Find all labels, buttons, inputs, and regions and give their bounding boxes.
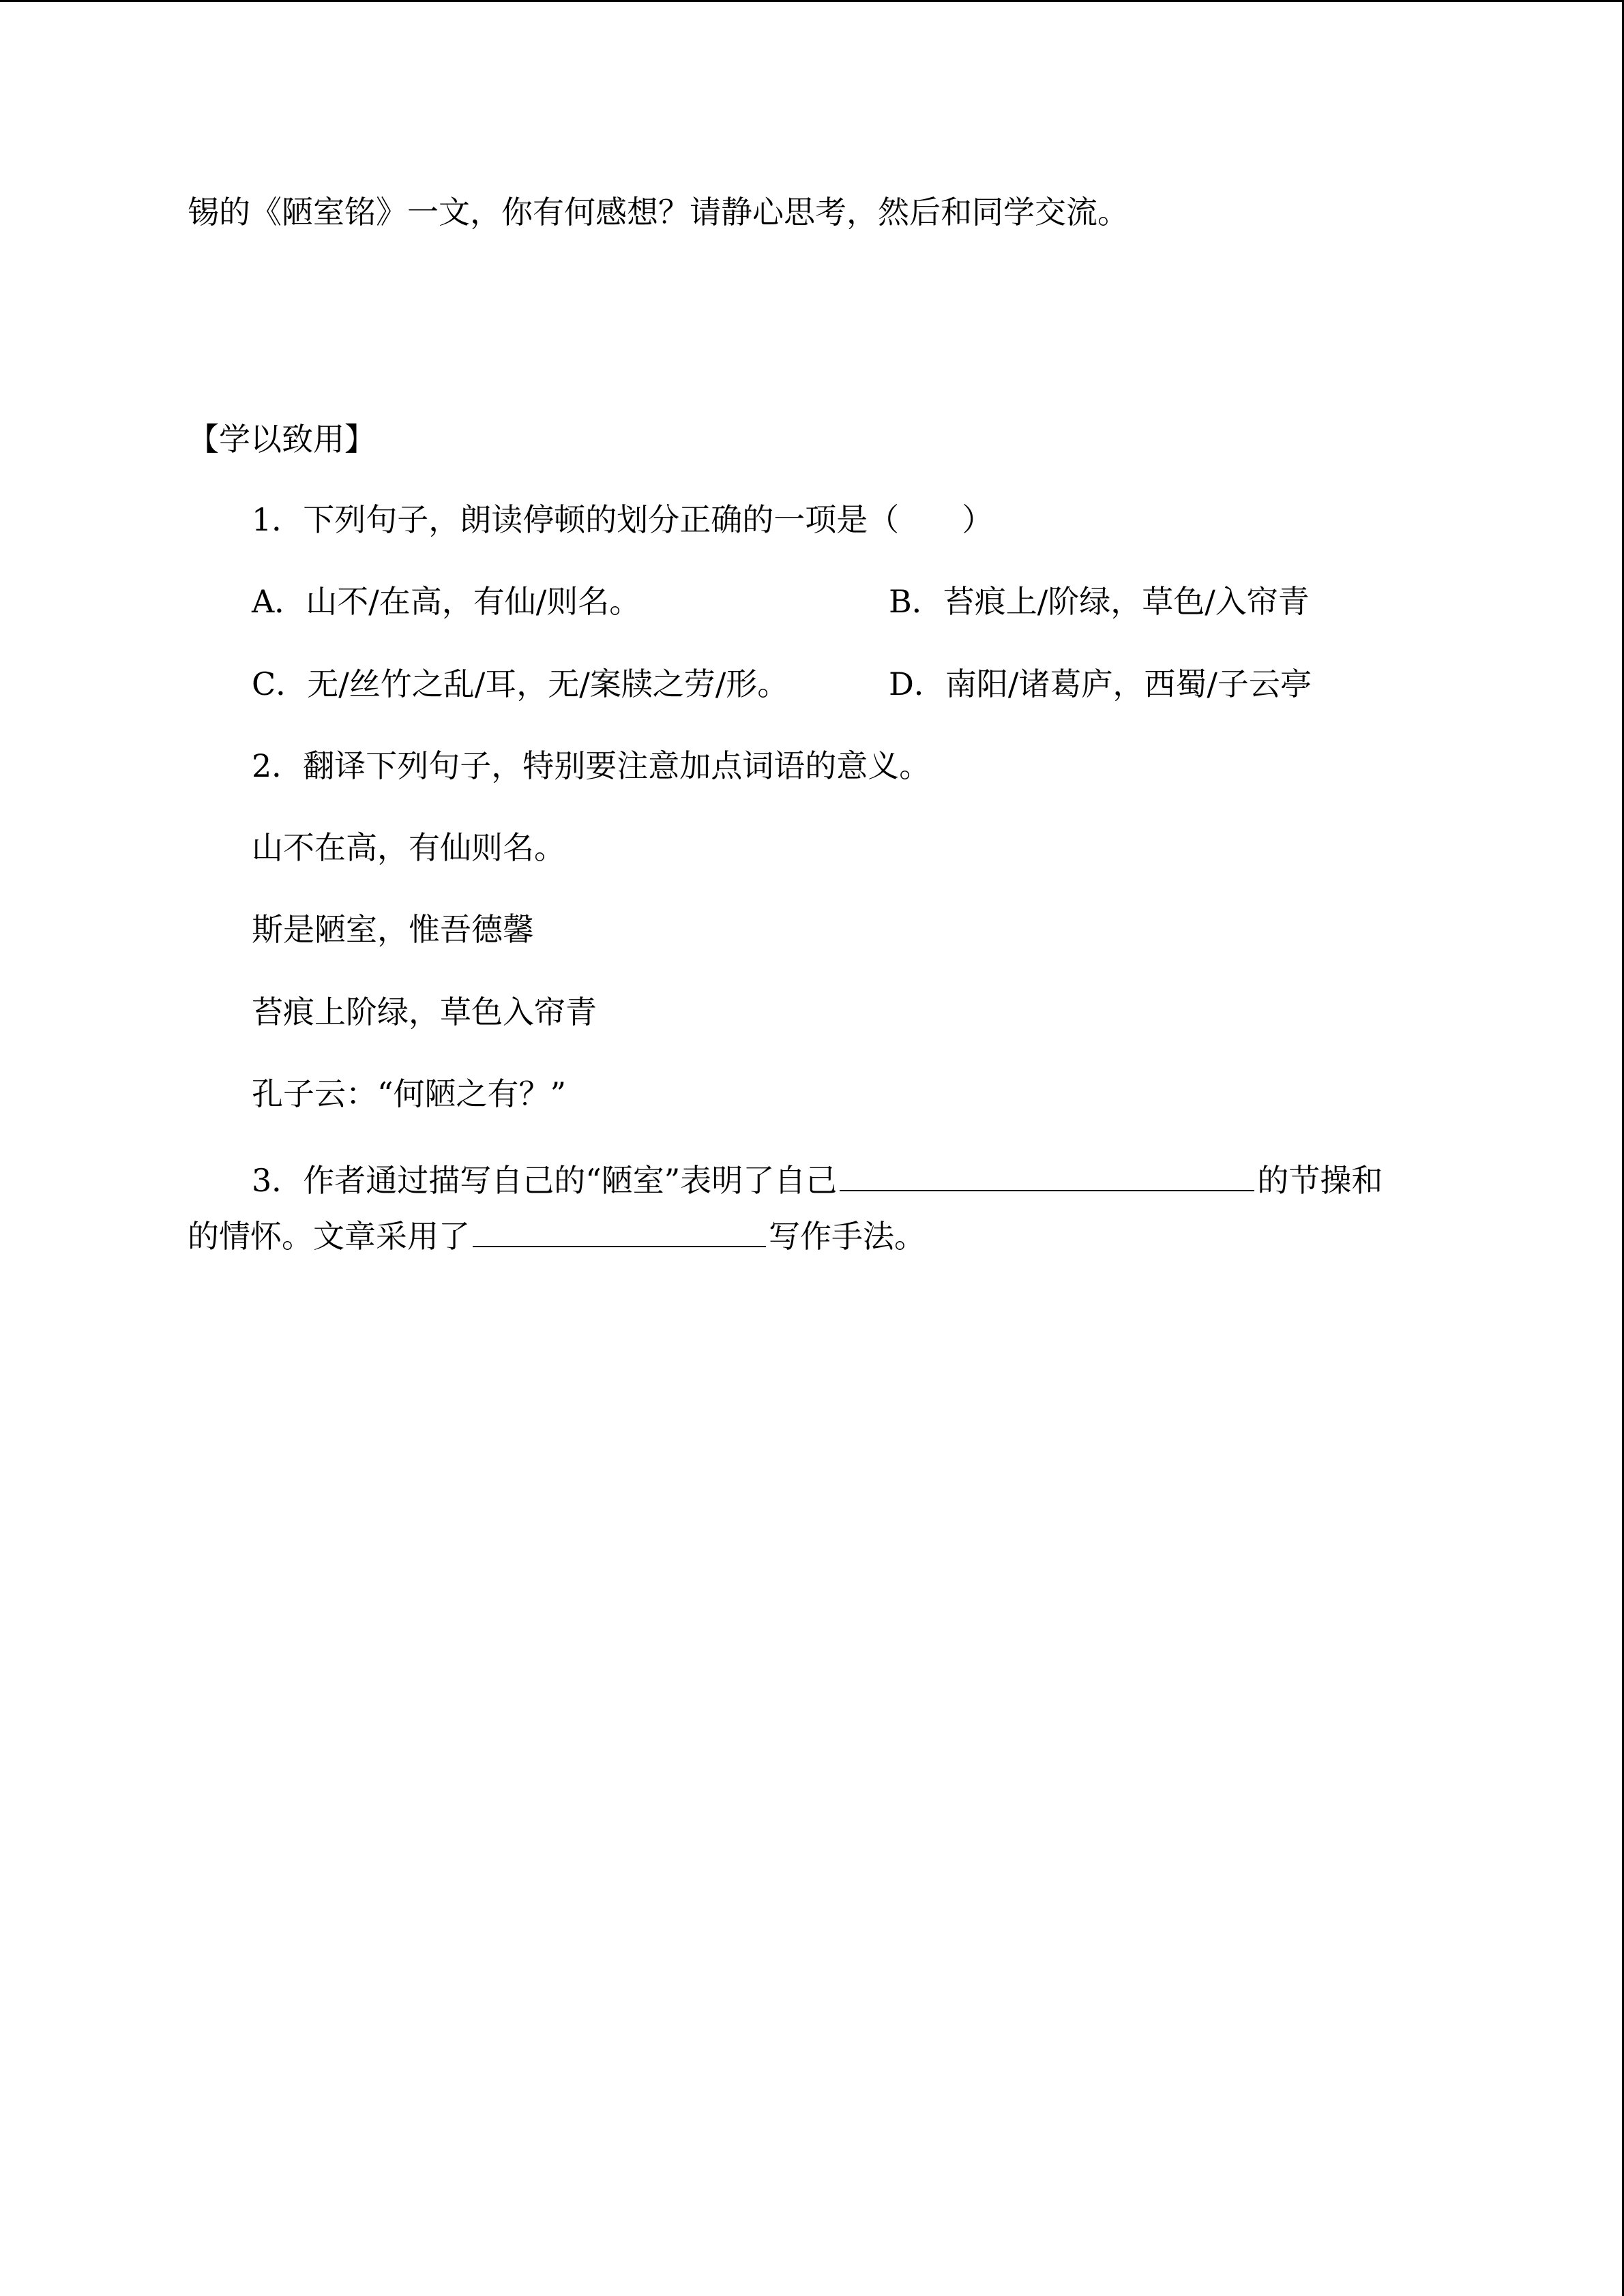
question-2-sentence-3: 苔痕上阶绿，草色入帘青 [252,994,597,1030]
question-3-text-after-blank-2: 写作手法。 [769,1218,926,1255]
question-3-text-before-blank-1: 3．作者通过描写自己的“陋室”表明了自己 [252,1162,838,1199]
question-3-text-after-blank-1: 的节操和 [1257,1162,1383,1199]
question-2-stem: 2．翻译下列句子，特别要注意加点词语的意义。 [252,747,931,784]
answer-blank-2 [473,1216,766,1247]
question-1-option-a: A．山不/在高，有仙/则名。 [252,583,641,620]
answer-blank-1 [840,1160,1254,1191]
question-1-option-b: B．苔痕上/阶绿，草色/入帘青 [889,583,1310,620]
question-1-option-c: C．无/丝竹之乱/耳，无/案牍之劳/形。 [252,666,789,702]
question-2-sentence-1: 山不在高，有仙则名。 [252,829,565,866]
section-title: 【学以致用】 [188,421,376,458]
intro-paragraph-tail: 锡的《陋室铭》一文，你有何感想？请静心思考，然后和同学交流。 [188,194,1129,230]
question-3-line-2 [188,1216,926,1255]
question-1-stem: 1．下列句子，朗读停顿的划分正确的一项是（ ） [252,501,994,538]
question-1-option-d: D．南阳/诸葛庐，西蜀/子云亭 [889,666,1312,702]
question-3-line-1 [252,1160,1383,1199]
question-3-text-before-blank-2: 的情怀。文章采用了 [188,1218,470,1255]
question-2-sentence-4: 孔子云：“何陋之有？” [252,1075,567,1112]
page-top-border [0,0,1624,2]
question-2-sentence-2: 斯是陋室，惟吾德馨 [252,911,534,948]
